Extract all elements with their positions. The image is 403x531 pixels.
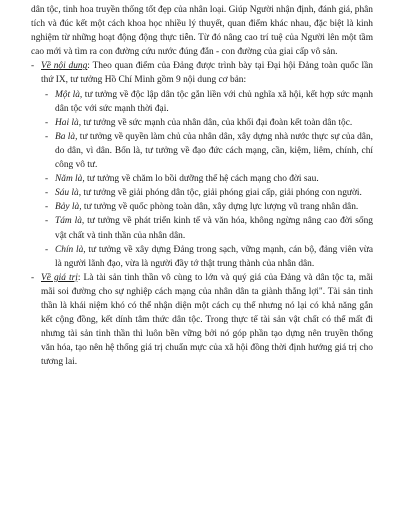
item-lead: Tám là, — [55, 216, 85, 227]
item-text: tư tưởng về độc lập dân tộc gắn liền với chủ nghĩa xã hội, kết hợp sức mạnh dân tộc với sức mạnh thời đại. — [55, 89, 373, 114]
list-item — [31, 200, 373, 214]
bullet-dash: - — [45, 244, 49, 255]
item-lead: Hai là, — [55, 117, 82, 128]
list-item — [31, 130, 373, 172]
item-text: tư tưởng về quốc phòng toàn dân, xây dựng lực lượng vũ trang nhân dân. — [81, 202, 359, 213]
content-section — [31, 59, 373, 87]
bullet-dash: - — [45, 89, 49, 100]
content-section-text — [41, 59, 373, 87]
list-item — [31, 172, 373, 186]
list-item — [31, 214, 373, 242]
bullet-dash: - — [31, 61, 35, 72]
item-text: tư tưởng về phát triển kinh tế và văn hóa, không ngừng nâng cao đời sống vật chất và tinh thần của nhân dân. — [55, 216, 373, 241]
item-lead: Năm là, — [55, 174, 85, 185]
item-lead: Một là, — [55, 89, 83, 100]
value-section-text — [41, 271, 373, 370]
item-lead: Chín là, — [55, 244, 86, 255]
bullet-dash: - — [45, 188, 49, 199]
bullet-dash: - — [45, 174, 49, 185]
bullet-dash: - — [45, 216, 49, 227]
bullet-dash: - — [31, 272, 35, 283]
item-text: tư tưởng về chăm lo bồi dưỡng thế hệ cách mạng cho đời sau. — [84, 174, 319, 185]
content-section-body: : Theo quan điểm của Đảng được trình bày tại Đại hội Đảng toàn quốc lần thứ IX, tư tưởng Hồ Chí Minh gồm 9 nội dung cơ bản: — [41, 61, 373, 86]
bullet-dash: - — [45, 202, 49, 213]
item-lead: Ba là, — [55, 131, 78, 142]
bullet-dash: - — [45, 117, 49, 128]
item-text: tư tưởng về giải phóng dân tộc, giải phóng giai cấp, giải phóng con người. — [81, 188, 362, 199]
item-text: tư tưởng về sức mạnh của nhân dân, của khối đại đoàn kết toàn dân tộc. — [81, 117, 353, 128]
list-item — [31, 243, 373, 271]
item-text: tư tưởng về xây dựng Đảng trong sạch, vững mạnh, cán bộ, đảng viên vừa là người lãnh đạo, vừa là người đầy tớ thật trung thành của nhân dân. — [55, 244, 373, 269]
list-item — [31, 186, 373, 200]
item-lead: Sáu là, — [55, 188, 82, 199]
list-item — [31, 88, 373, 116]
value-section — [31, 271, 373, 370]
list-item — [31, 116, 373, 130]
item-text: tư tưởng về quyền làm chủ của nhân dân, xây dựng nhà nước thực sự của dân, do dân, vì dân. Bốn là, tư tưởng về đạo đức cách mạng, cần, kiệm, liêm, chính, chí công vô tư. — [55, 131, 373, 171]
bullet-dash: - — [45, 131, 49, 142]
section-heading-noi-dung: Về nội dung — [41, 61, 88, 72]
value-section-body: : Là tài sản tinh thần vô cùng to lớn và quý giá của Đảng và dân tộc ta, mãi mãi soi đường cho sự nghiệp cách mạng của nhân dân ta giành thắng lợi". Tài sản tinh thần là khái niệm khó có thể nhận diện một cách cụ thể nhưng nó lại có khả năng gắn kết cộng đồng, kết dính tâm thức dân tộc. Trong thực tế tài sản vật chất có thể mất đi nhưng tài sản tinh thần thì luôn bền vững bởi nó góp phần tạo dựng nên truyền thống văn hóa, tạo nên hệ thống giá trị chuẩn mực của xã hội đồng thời định hướng giá trị cho tương lai. — [41, 272, 373, 368]
intro-paragraph: dân tộc, tinh hoa truyền thống tốt đẹp của nhân loại. Giúp Người nhận định, đánh giá, phân tích và đúc kết một cách khoa học nhiều lý thuyết, quan điểm khác nhau, đặc biệt là kinh nghiệm từ những hoạt động động thực tiễn. Từ đó nâng cao trí tuệ của Người lên một tầm cao mới và tìm ra con đường cứu nước đúng đắn - con đường của giai cấp vô sản. — [31, 5, 373, 58]
section-heading-gia-tri: Về giá trị — [41, 272, 78, 283]
item-lead: Bảy là, — [55, 202, 82, 213]
